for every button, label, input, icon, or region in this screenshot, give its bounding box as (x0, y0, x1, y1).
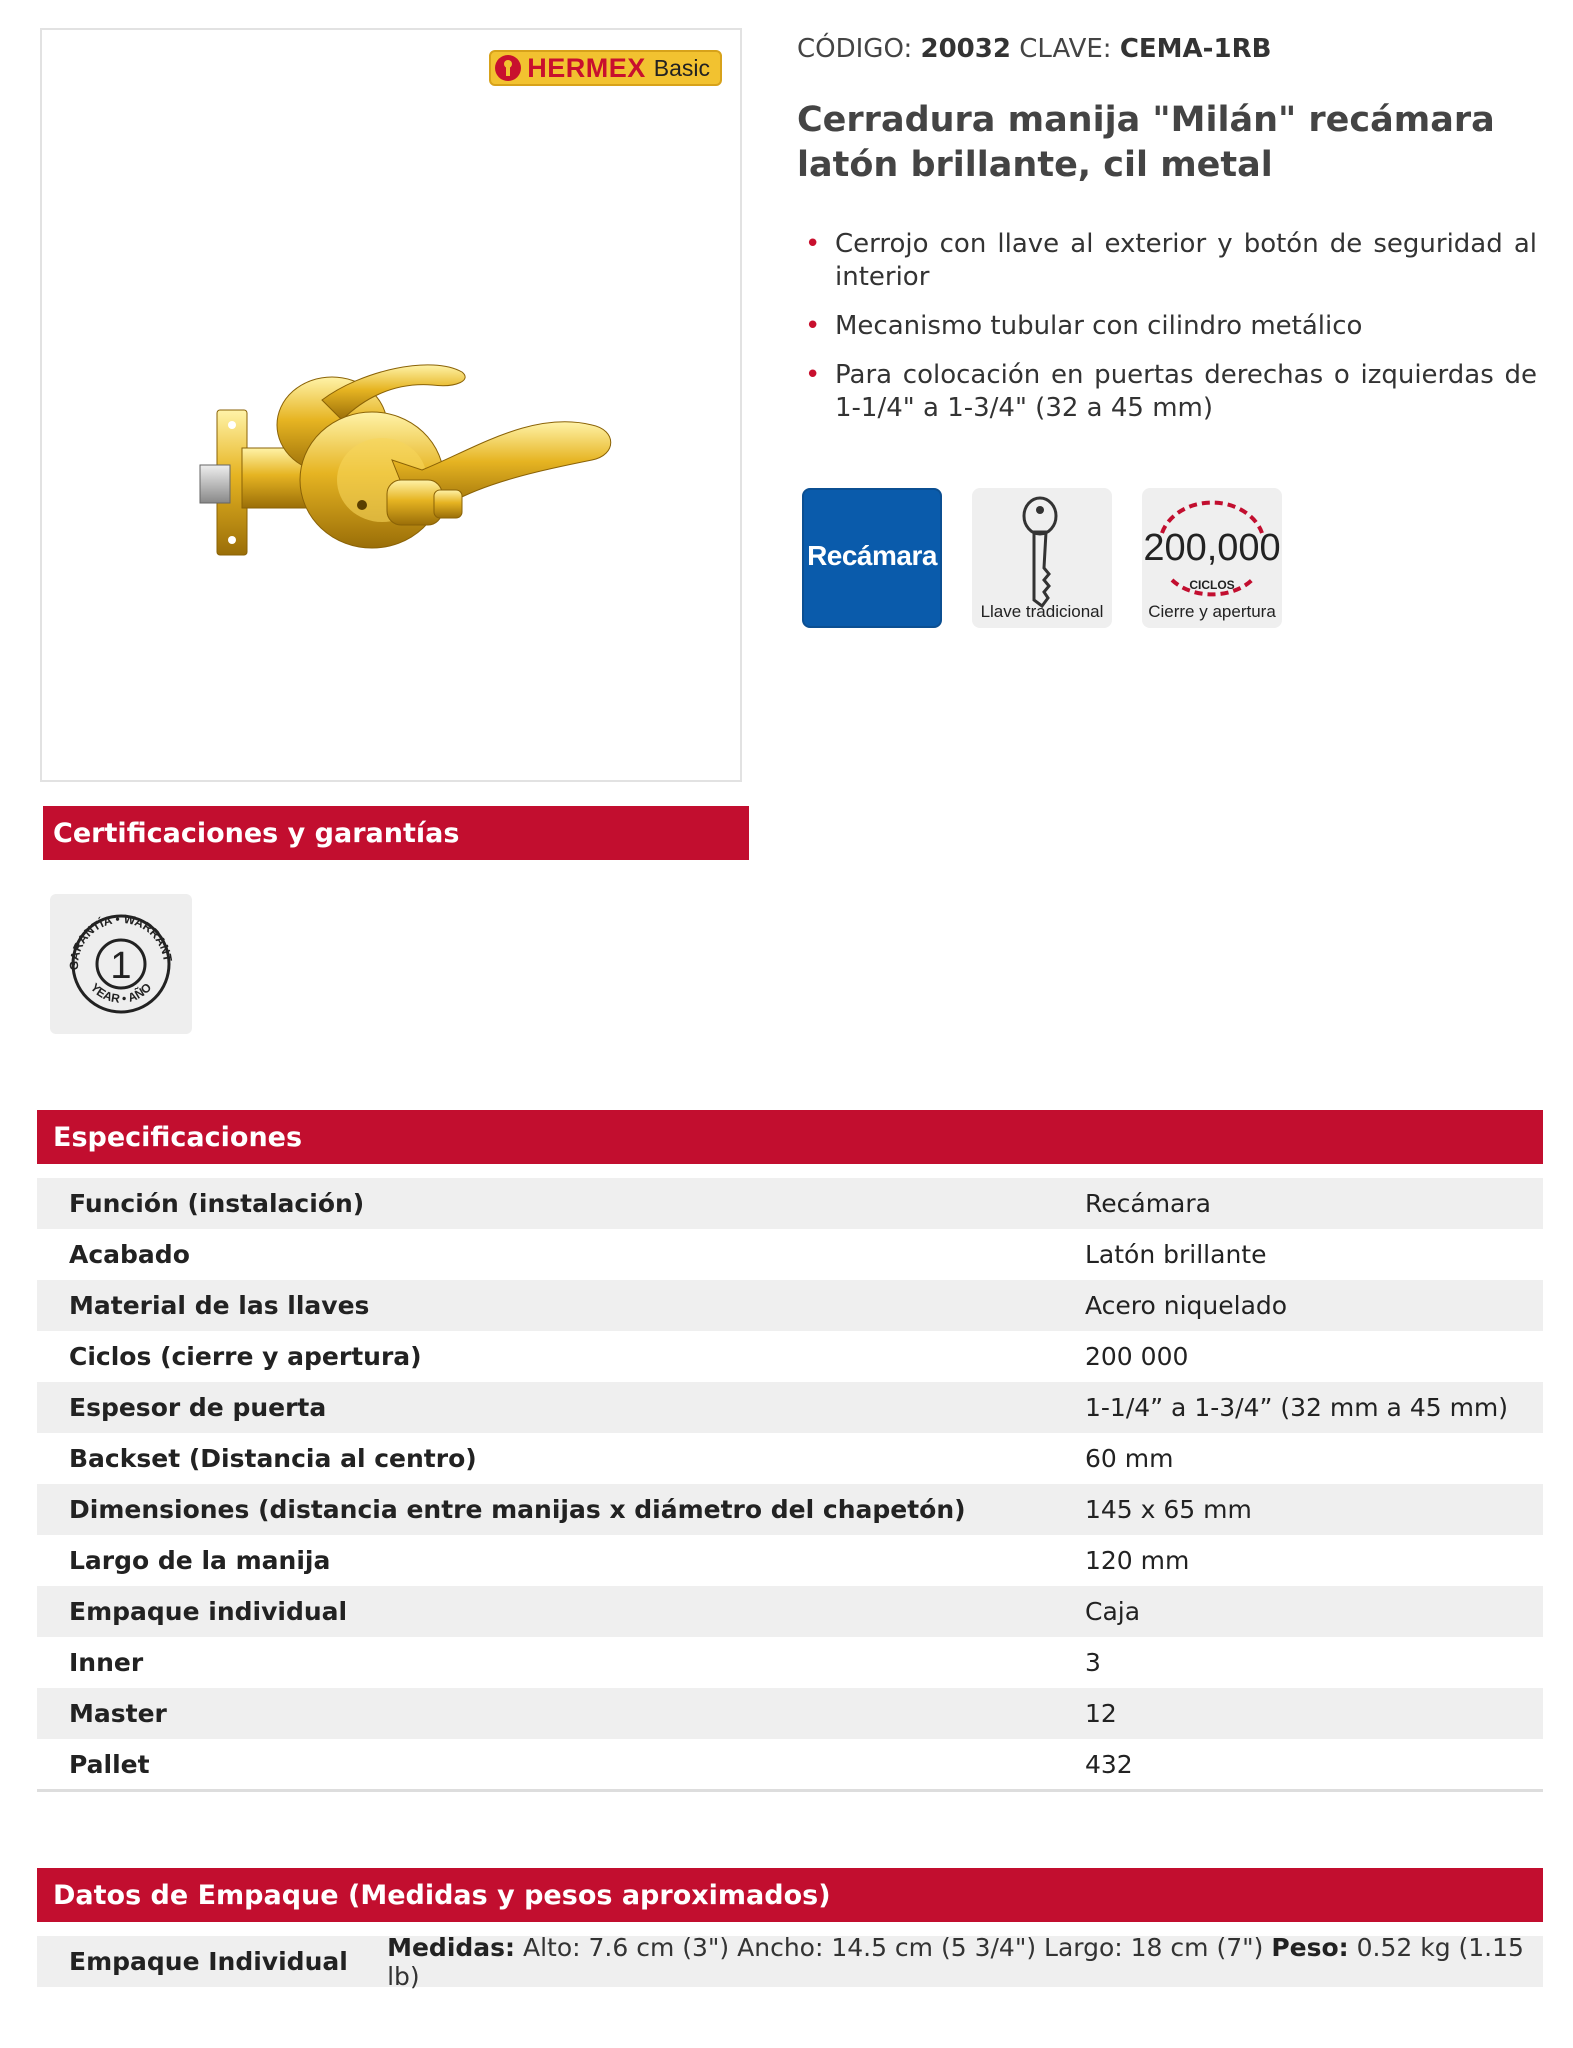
table-row (37, 1739, 1543, 1790)
table-divider (37, 1789, 1543, 1792)
key-badge-caption: Llave tradicional (980, 602, 1104, 621)
spec-label: Función (instalación) (69, 1189, 365, 1218)
hermex-basic-logo (489, 50, 722, 86)
spec-label: Acabado (69, 1240, 190, 1269)
specifications-header: Especificaciones (37, 1110, 1543, 1164)
spec-label: Material de las llaves (69, 1291, 370, 1320)
spec-label: Backset (Distancia al centro) (69, 1444, 477, 1473)
spec-value: 1-1/4” a 1-3/4” (32 mm a 45 mm) (1085, 1393, 1509, 1422)
room-badge (802, 488, 942, 628)
spec-value: Latón brillante (1085, 1240, 1267, 1269)
table-row (37, 1229, 1543, 1280)
table-row (37, 1535, 1543, 1586)
codigo-label: CÓDIGO: (797, 34, 913, 64)
spec-label: Largo de la manija (69, 1546, 331, 1575)
packaging-row (37, 1932, 1543, 1991)
room-badge-label: Recámara (807, 540, 937, 571)
certifications-header: Certificaciones y garantías (43, 806, 749, 860)
cycles-word: CICLOS (1189, 578, 1235, 592)
table-row (37, 1688, 1543, 1739)
spec-value: Acero niquelado (1085, 1291, 1288, 1320)
feature-item: • Cerrojo con llave al exterior y botón de seguridad al interior (797, 228, 1537, 294)
spec-label: Dimensiones (distancia entre manijas x diámetro del chapetón) (69, 1495, 966, 1524)
product-image-frame (40, 28, 742, 782)
spec-value: 200 000 (1085, 1342, 1189, 1371)
table-row (37, 1484, 1543, 1535)
table-row (37, 1331, 1543, 1382)
cycles-badge (1142, 488, 1282, 628)
spec-label: Ciclos (cierre y apertura) (69, 1342, 422, 1371)
clave-label: CLAVE: (1019, 34, 1112, 64)
table-row (37, 1178, 1543, 1229)
key-badge (972, 488, 1112, 628)
spec-value: 145 x 65 mm (1085, 1495, 1252, 1524)
table-row (37, 1280, 1543, 1331)
feature-item: • Mecanismo tubular con cilindro metálico (797, 310, 1537, 343)
warranty-seal-icon (50, 894, 192, 1034)
spec-value: Caja (1085, 1597, 1141, 1626)
feature-badges (802, 488, 1282, 628)
table-row (37, 1382, 1543, 1433)
warranty-bottom-text: YEAR • AÑO (87, 980, 155, 1006)
specifications-table (37, 1178, 1543, 1790)
peso-value: 0.52 kg (1.15 lb) (387, 1932, 1524, 1991)
spec-value: Recámara (1085, 1189, 1211, 1218)
peso-label: Peso: (1271, 1932, 1349, 1962)
title-line-2: latón brillante, cil metal (797, 145, 1273, 185)
spec-label: Espesor de puerta (69, 1393, 327, 1422)
product-title (797, 98, 1537, 188)
spec-value: 12 (1085, 1699, 1117, 1728)
lever-lock-product-image (172, 330, 672, 570)
feature-list (797, 228, 1537, 441)
table-row (37, 1586, 1543, 1637)
table-row (37, 1637, 1543, 1688)
warranty-years: 1 (110, 945, 132, 987)
table-row (37, 1433, 1543, 1484)
spec-label: Pallet (69, 1750, 150, 1779)
medidas-value: Alto: 7.6 cm (3") Ancho: 14.5 cm (5 3/4") Largo: 18 cm (7") (523, 1932, 1264, 1962)
spec-label: Master (69, 1699, 167, 1728)
brand-line: Basic (653, 54, 710, 81)
spec-label: Inner (69, 1648, 144, 1677)
clave-value: CEMA-1RB (1119, 34, 1272, 64)
packaging-row-label: Empaque Individual (69, 1947, 348, 1976)
keyhole-logo-icon (495, 55, 521, 81)
spec-value: 60 mm (1085, 1444, 1174, 1473)
product-codes (797, 34, 1271, 64)
medidas-label: Medidas: (387, 1932, 516, 1962)
spec-value: 3 (1085, 1648, 1101, 1677)
spec-value: 120 mm (1085, 1546, 1190, 1575)
cycles-badge-caption: Cierre y apertura (1148, 602, 1276, 621)
title-line-1: Cerradura manija "Milán" recámara (797, 100, 1495, 140)
warranty-badge (50, 894, 192, 1034)
spec-label: Empaque individual (69, 1597, 348, 1626)
codigo-value: 20032 (920, 34, 1011, 64)
cycles-number: 200,000 (1143, 527, 1281, 569)
packaging-row-value (387, 1933, 1543, 1991)
warranty-top-text: GARANTÍA • WARRANT (66, 911, 175, 971)
brand-name: HERMEX (527, 52, 646, 83)
packaging-header: Datos de Empaque (Medidas y pesos aproximados) (37, 1868, 1543, 1922)
spec-value: 432 (1085, 1750, 1133, 1779)
feature-item: • Para colocación en puertas derechas o izquierdas de 1-1/4" a 1-3/4" (32 a 45 mm) (797, 359, 1537, 425)
